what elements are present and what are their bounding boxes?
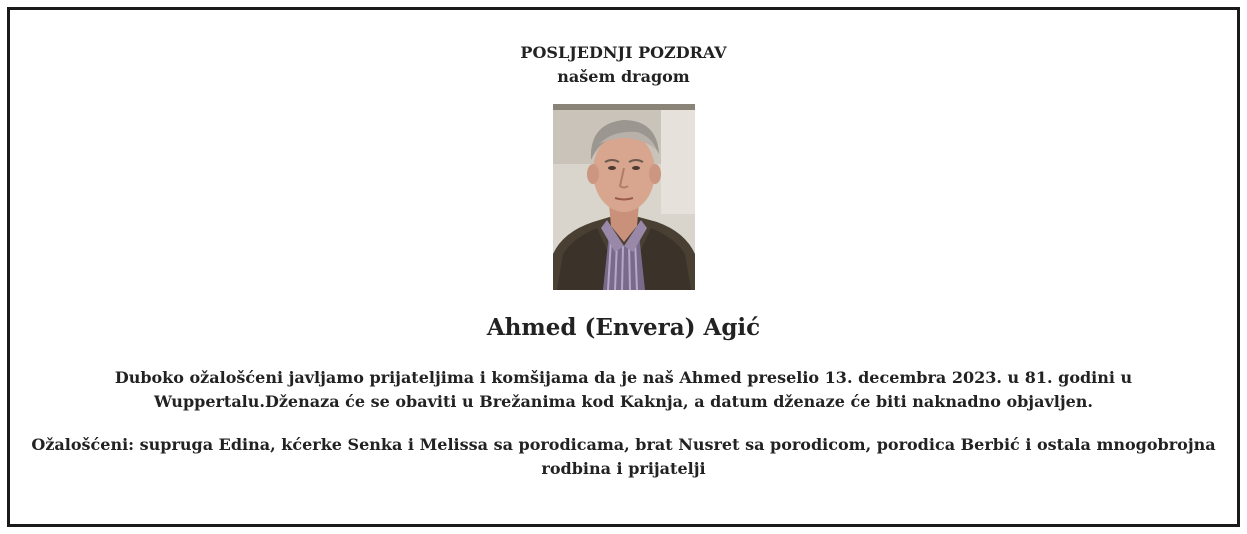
mourners-text: Ožalošćeni: supruga Edina, kćerke Senka i Melissa sa porodicama, brat Nusret sa porodicom, porodica Berbić i ostala mnogobrojna rodbina i prijatelji [31,435,1216,478]
portrait-image [553,104,695,290]
portrait-photo [553,104,695,290]
obituary-card [7,7,1240,527]
heading-title: POSLJEDNJI POZDRAV [520,43,727,62]
deceased-name: Ahmed (Envera) Agić [486,314,761,341]
announcement-text: Duboko ožalošćeni javljamo prijateljima i komšijama da je naš Ahmed preselio 13. decembra 2023. u 81. godini u Wuppertalu.Dženaza će se obaviti u Brežanima kod Kaknja, a datum dženaze će biti naknadno objavljen. [114,368,1133,411]
heading-subtitle: našem dragom [557,67,690,86]
obituary-heading [10,41,1237,89]
